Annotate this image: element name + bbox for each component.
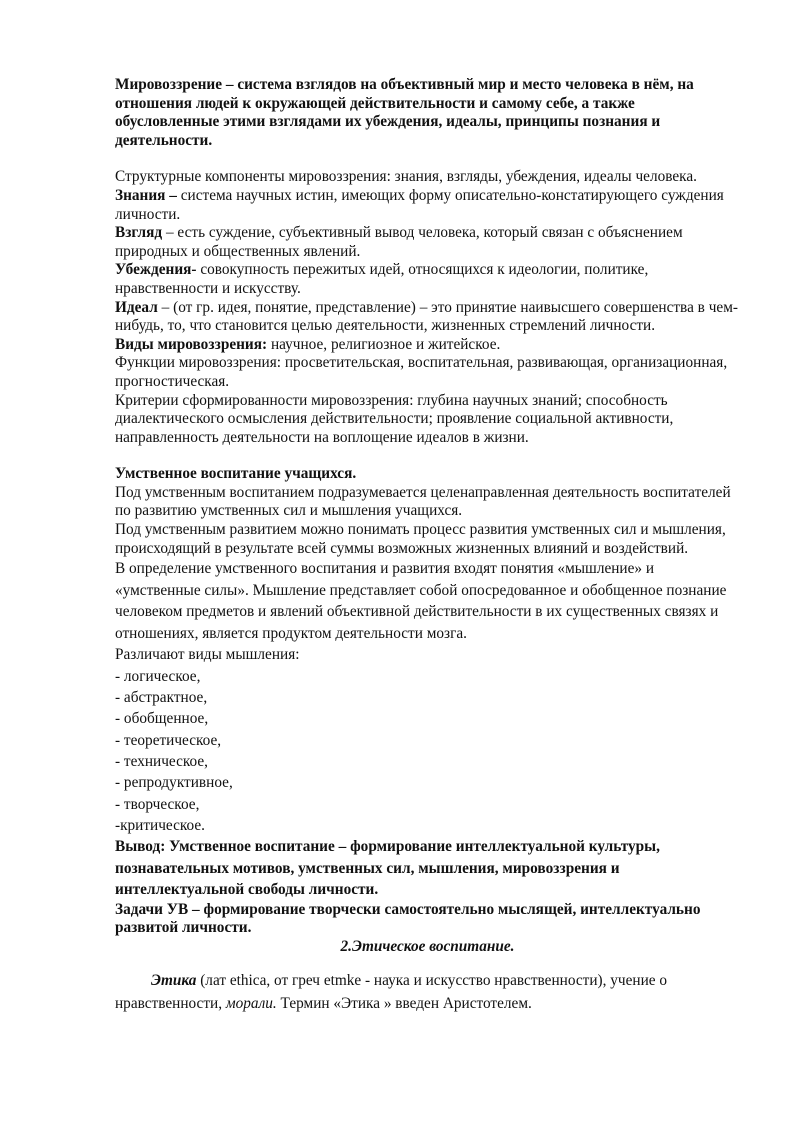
section-heading-mental: Умственное воспитание учащихся. — [115, 465, 357, 483]
spacer — [115, 150, 740, 168]
list-item: - абстрактное, — [115, 689, 208, 707]
worldview-criteria: Критерии сформированности мировоззрения: глубина научных знаний; способность диалектического осмысления действительности; проявление социальной активности, направленность деятельности на воплощение идеалов в жизни. — [115, 391, 674, 446]
list-item: - творческое, — [115, 795, 200, 813]
belief-definition: Убеждения- совокупность пережитых идей, относящихся к идеологии, политике, нравственности и искусству. — [115, 261, 649, 297]
structure-components: Структурные компоненты мировоззрения: знания, взгляды, убеждения, идеалы человека. — [115, 168, 697, 186]
worldview-functions: Функции мировоззрения: просветительская, воспитательная, развивающая, организационная, прогностическая. — [115, 354, 728, 390]
thinking-types-list — [115, 666, 740, 836]
list-item: - обобщенное, — [115, 710, 209, 728]
list-item: -критическое. — [115, 816, 205, 834]
knowledge-definition: Знания – система научных истин, имеющих форму описательно-констатирующего суждения личности. — [115, 186, 724, 223]
view-definition: Взгляд – есть суждение, субъективный вывод человека, который связан с объяснением природных и общественных явлений. — [115, 224, 683, 260]
mental-education-definition: Под умственным воспитанием подразумевается целенаправленная деятельность воспитателей по развитию умственных сил и мышления учащихся. — [115, 483, 731, 520]
section-heading-ethics: 2.Этическое воспитание. — [340, 937, 515, 955]
conclusion: Вывод: Умственное воспитание – формирование интеллектуальной культуры, познавательных мотивов, умственных сил, мышления, мировоззрения и интеллектуальной свободы личности. — [115, 838, 660, 899]
list-item: - теоретическое, — [115, 731, 222, 749]
list-item: - репродуктивное, — [115, 774, 233, 792]
list-item: - техническое, — [115, 752, 208, 770]
spacer — [115, 447, 740, 465]
document-page — [115, 76, 740, 1015]
list-item: - логическое, — [115, 667, 201, 685]
spacer — [115, 956, 740, 969]
worldview-definition: Мировоззрение – система взглядов на объективный мир и место человека в нём, на отношения людей к окружающей действительности и самому себе, а также обусловленные этими взглядами их убеждения, идеалы, принципы познания и деятельности. — [115, 76, 694, 149]
worldview-types: Виды мировоззрения: научное, религиозное и житейское. — [115, 335, 501, 353]
mental-development-definition: Под умственным развитием можно понимать процесс развития умственных сил и мышления, происходящий в результате всей суммы возможных жизненных влияний и воздействий. — [115, 521, 726, 557]
mental-tasks: Задачи УВ – формирование творчески самостоятельно мыслящей, интеллектуально развитой личности. — [115, 900, 701, 937]
thinking-definition: В определение умственного воспитания и развития входят понятия «мышление» и «умственные силы». Мышление представляет собой опосредованное и обобщенное познание человеком предметов и явлений объективной действительности в их существенных связях и отношениях, является продуктом деятельности мозга. — [115, 560, 727, 642]
thinking-types-intro: Различают виды мышления: — [115, 646, 300, 664]
ethics-definition: Этика (лат ethica, от греч etmke - наука и искусство нравственности), учение о нравственности, морали. Термин «Этика » введен Аристотелем. — [115, 972, 668, 1013]
ideal-definition: Идеал – (от гр. идея, понятие, представление) – это принятие наивысшего совершенства в чем-нибудь, то, что становится целью деятельности, жизненных стремлений личности. — [115, 298, 738, 335]
